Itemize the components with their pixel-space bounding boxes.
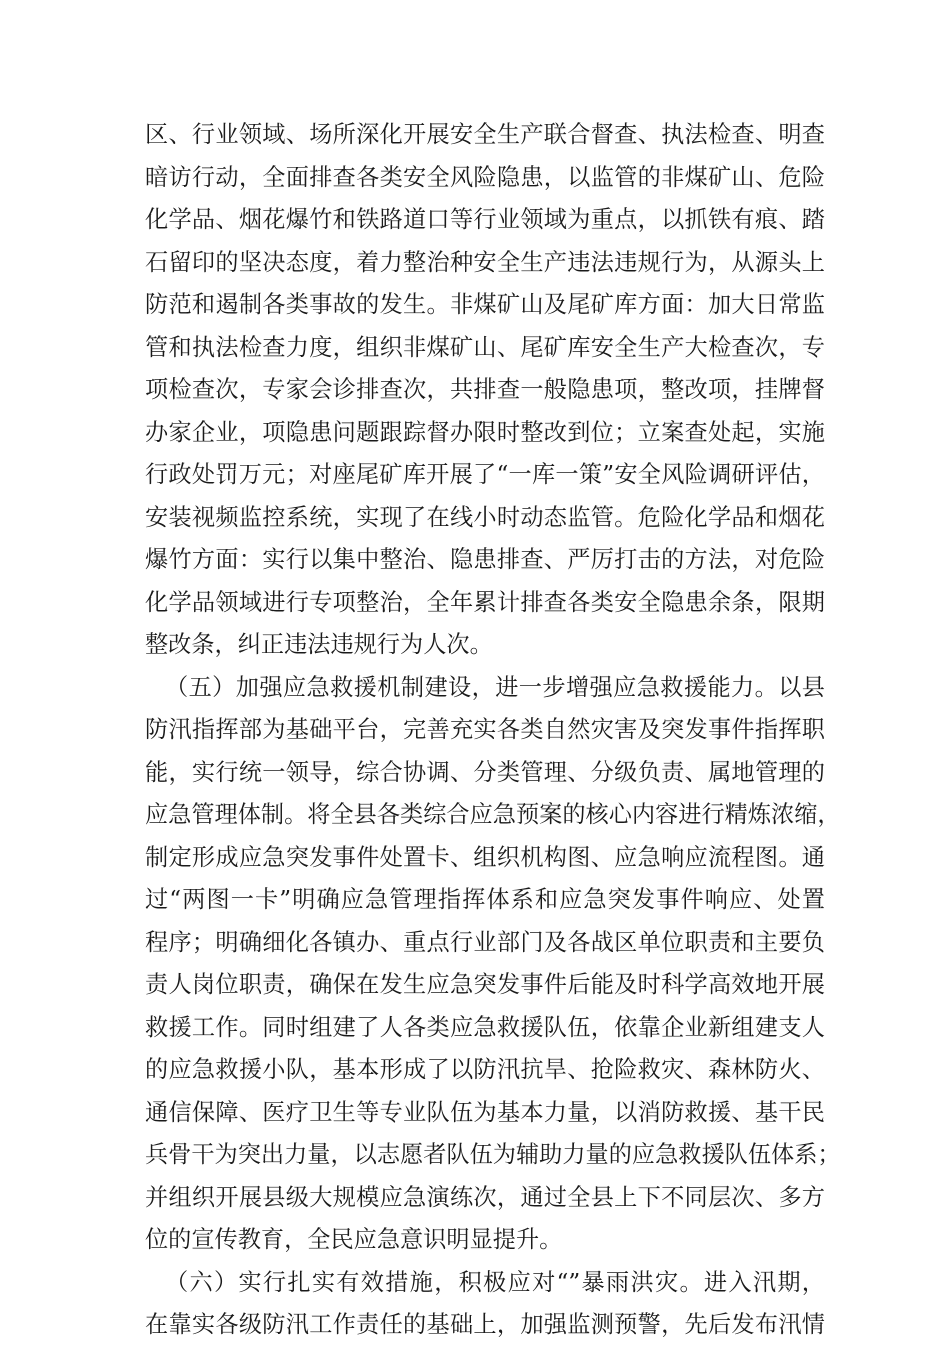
text-line: 化学品、烟花爆竹和铁路道口等行业领域为重点，以抓铁有痕、踏 (145, 206, 825, 233)
text-line: 管和执法检查力度，组织非煤矿山、尾矿库安全生产大检查次，专 (145, 333, 825, 361)
text-line: 办家企业，项隐患问题跟踪督办限时整改到位；立案查处起，实施 (145, 418, 825, 446)
text-line: 通信保障、医疗卫生等专业队伍为基本力量，以消防救援、基干民 (145, 1098, 825, 1126)
text-line: 暗访行动，全面排查各类安全风险隐患，以监管的非煤矿山、危险 (145, 163, 825, 191)
text-line: 在靠实各级防汛工作责任的基础上，加强监测预警，先后发布汛情 (145, 1311, 825, 1338)
text-line: 救援工作。同时组建了人各类应急救援队伍，依靠企业新组建支人 (145, 1013, 825, 1041)
text-line: 石留印的坚决态度，着力整治种安全生产违法违规行为，从源头上 (145, 248, 825, 276)
text-line: 区、行业领域、场所深化开展安全生产联合督查、执法检查、明查 (145, 121, 825, 148)
text-line: 爆竹方面：实行以集中整治、隐患排查、严厉打击的方法，对危险 (145, 546, 825, 573)
text-line: 防汛指挥部为基础平台，完善充实各类自然灾害及突发事件指挥职 (145, 716, 825, 743)
text-line: 过“两图一卡”明确应急管理指挥体系和应急突发事件响应、处置 (145, 886, 825, 913)
text-line: 位的宣传教育，全民应急意识明显提升。 (145, 1226, 563, 1253)
text-line: （六）实行扎实有效措施，积极应对“”暴雨洪灾。进入汛期， (165, 1268, 825, 1296)
text-line: 能，实行统一领导，综合协调、分类管理、分级负责、属地管理的 (145, 758, 825, 786)
text-line: 行政处罚万元；对座尾矿库开展了“一库一策”安全风险调研评估， (145, 461, 825, 488)
text-line: 并组织开展县级大规模应急演练次，通过全县上下不同层次、多方 (145, 1183, 825, 1211)
text-line: 安装视频监控系统，实现了在线小时动态监管。危险化学品和烟花 (145, 503, 825, 531)
text-line: 制定形成应急突发事件处置卡、组织机构图、应急响应流程图。通 (145, 843, 825, 871)
text-line: 责人岗位职责，确保在发生应急突发事件后能及时科学高效地开展 (145, 971, 825, 998)
text-line: （五）加强应急救援机制建设，进一步增强应急救援能力。以县 (165, 673, 825, 701)
text-line: 防范和遏制各类事故的发生。非煤矿山及尾矿库方面：加大日常监 (145, 291, 825, 318)
text-line: 程序；明确细化各镇办、重点行业部门及各战区单位职责和主要负 (145, 928, 825, 956)
text-line: 的应急救援小队，基本形成了以防汛抗旱、抢险救灾、森林防火、 (145, 1056, 825, 1083)
text-line: 兵骨干为突出力量，以志愿者队伍为辅助力量的应急救援队伍体系； (145, 1141, 841, 1168)
body-text (145, 114, 841, 1347)
text-line: 应急管理体制。将全县各类综合应急预案的核心内容进行精炼浓缩， (145, 801, 841, 828)
text-line: 项检查次，专家会诊排查次，共排查一般隐患项，整改项，挂牌督 (145, 376, 825, 403)
text-line: 整改条，纠正违法违规行为人次。 (145, 631, 493, 658)
text-line: 化学品领域进行专项整治，全年累计排查各类安全隐患余条，限期 (145, 588, 825, 616)
